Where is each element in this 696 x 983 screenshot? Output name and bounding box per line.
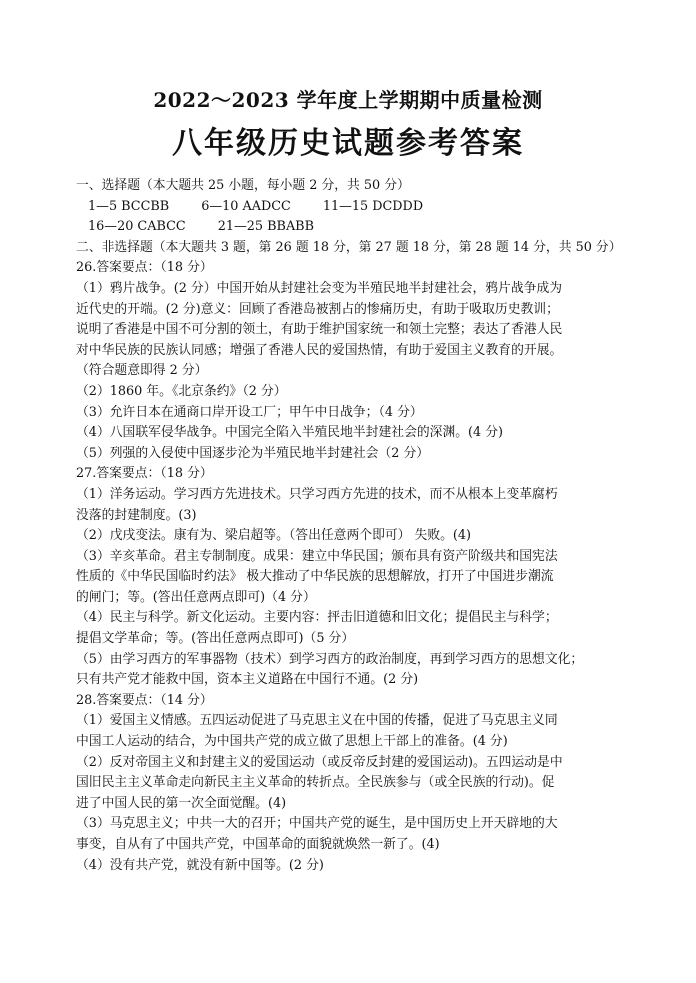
answer-line: （1）爱国主义情感。五四运动促进了马克思主义在中国的传播，促进了马克思主义同	[76, 713, 558, 729]
answer-line: （4）民主与科学。新文化运动。主要内容：抨击旧道德和旧文化；提倡民主与科学；	[76, 610, 558, 626]
answer-group: 16—20 CABCC	[88, 219, 186, 235]
answer-line: （4）没有共产党，就没有新中国等。(2 分)	[76, 857, 324, 873]
answer-group: 1—5 BCCBB	[88, 198, 170, 214]
multiple-choice-answers-row-2	[76, 217, 636, 238]
answer-line: 国旧民主主义革命走向新民主主义革命的转折点。全民族参与（或全民族的行动)。促	[76, 775, 555, 791]
answer-line: 的闸门；等。(答出任意两点即可)（4 分）	[76, 589, 316, 605]
answer-line: （3）马克思主义；中共一大的召开；中国共产党的诞生，是中国历史上开天辟地的大	[76, 816, 558, 832]
section-2-heading: 二、非选择题（本大题共 3 题，第 26 题 18 分，第 27 题 18 分，第 28 题 14 分，共 50 分）	[76, 239, 622, 255]
section-1-heading: 一、选择题（本大题共 25 小题，每小题 2 分，共 50 分）	[76, 178, 410, 193]
answer-line: 提倡文学革命；等。(答出任意两点即可)（5 分）	[76, 631, 355, 647]
answer-line: （3）辛亥革命。君主专制制度。成果：建立中华民国；颁布具有资产阶级共和国宪法	[76, 548, 558, 564]
answer-line: 只有共产党才能救中国，资本主义道路在中国行不通。(2 分)	[76, 672, 419, 688]
exam-title: 2022～2023 学年度上学期期中质量检测	[153, 88, 543, 112]
answer-line: （5）列强的入侵使中国逐步沦为半殖民地半封建社会（2 分）	[76, 445, 430, 461]
answer-line: （4）八国联军侵华战争。中国完全陷入半殖民地半封建社会的深渊。(4 分)	[76, 425, 504, 441]
answer-line: 事变，自从有了中国共产党，中国革命的面貌就焕然一新了。(4)	[76, 837, 440, 852]
answer-line: （2）戊戌变法。康有为、梁启超等。（答出任意两个即可） 失败。(4)	[76, 528, 472, 544]
answer-line: 性质的《中华民国临时约法》 极大推动了中华民族的思想解放，打开了中国进步潮流	[76, 569, 554, 585]
answer-body	[76, 176, 636, 876]
q27-heading: 27.答案要点：（18 分）	[76, 466, 213, 482]
document-title: 八年级历史试题参考答案	[172, 126, 524, 161]
answer-line: 近代史的开端。(2 分)意义：回顾了香港岛被割占的惨痛历史，有助于吸取历史教训；	[76, 301, 559, 317]
answer-group: 6—10 AADCC	[201, 198, 291, 214]
answer-line: （5）由学习西方的军事器物（技术）到学习西方的政治制度，再到学习西方的思想文化；	[76, 651, 584, 667]
answer-line: （1）洋务运动。学习西方先进技术。只学习西方先进的技术，而不从根本上变革腐朽	[76, 486, 558, 502]
answer-line: 进了中国人民的第一次全面觉醒。(4)	[76, 795, 287, 811]
multiple-choice-answers-row-1	[76, 197, 636, 218]
answer-group: 11—15 DCDDD	[322, 198, 424, 214]
answer-group: 21—25 BBABB	[217, 219, 314, 235]
answer-line: 中国工人运动的结合，为中国共产党的成立做了思想上干部上的准备。(4 分)	[76, 734, 508, 750]
answer-line: （3）允许日本在通商口岸开设工厂；甲午中日战争；（4 分）	[76, 404, 423, 420]
answer-line: （1）鸦片战争。(2 分）中国开始从封建社会变为半殖民地半封建社会，鸦片战争成为	[76, 280, 563, 296]
answer-line: （符合题意即得 2 分）	[76, 363, 208, 379]
answer-line: （2）反对帝国主义和封建主义的爱国运动（或反帝反封建的爱国运动)。五四运动是中	[76, 754, 563, 770]
answer-line: （2）1860 年。《北京条约》（2 分）	[76, 383, 287, 399]
q26-heading: 26.答案要点：（18 分）	[76, 260, 213, 276]
q28-heading: 28.答案要点：（14 分）	[76, 692, 213, 708]
answer-line: 说明了香港是中国不可分割的领土，有助于维护国家统一和领土完整；表达了香港人民	[76, 322, 563, 338]
answer-line: 没落的封建制度。(3)	[76, 507, 197, 523]
answer-line: 对中华民族的民族认同感；增强了香港人民的爱国热情，有助于爱国主义教育的开展。	[76, 342, 563, 358]
